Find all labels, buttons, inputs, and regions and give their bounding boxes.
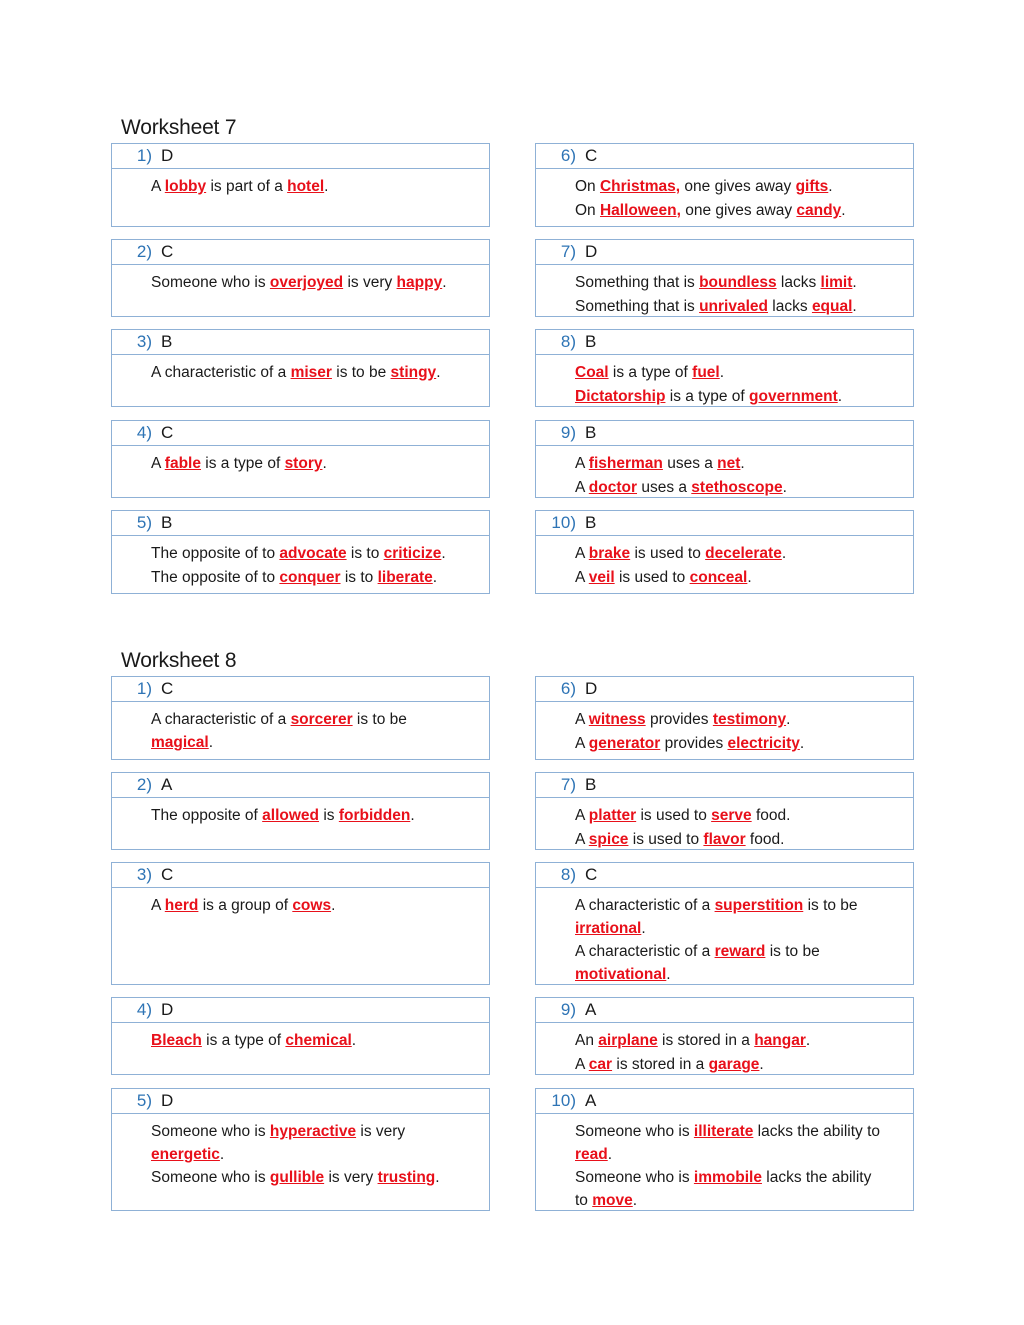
keyword: cows — [292, 897, 332, 914]
keyword: Dictatorship — [575, 388, 666, 405]
keyword: story — [284, 455, 323, 472]
explanation-text: A — [575, 807, 589, 824]
explanation-line — [575, 1120, 913, 1166]
keyword: Coal — [575, 364, 609, 381]
explanation-text: . — [759, 1056, 764, 1073]
explanation-text: . — [641, 920, 646, 937]
explanation-text: . — [781, 545, 787, 562]
explanation-text: is to — [340, 569, 378, 586]
explanation-text: . — [719, 364, 725, 381]
explanation-text: . — [607, 1146, 613, 1163]
answer-letter: C — [585, 865, 598, 884]
explanation-text: A — [575, 545, 589, 562]
answer-letter: A — [585, 1000, 597, 1019]
explanation-line — [575, 940, 913, 986]
question-box — [111, 772, 490, 850]
explanation-text: . — [441, 545, 446, 562]
explanation-line — [151, 894, 489, 918]
answer-letter: B — [161, 332, 173, 351]
explanation-text: . — [331, 897, 336, 914]
explanation — [536, 169, 913, 223]
question-number: 3) — [136, 332, 152, 351]
keyword: unrivaled — [699, 298, 768, 315]
explanation-text: A — [151, 897, 165, 914]
explanation-text: A characteristic of a — [575, 897, 715, 914]
explanation-line — [575, 732, 913, 756]
explanation-text: The opposite of — [151, 807, 263, 824]
worksheet-title: Worksheet 7 — [121, 116, 237, 139]
question-box — [535, 510, 914, 594]
question-header — [536, 1089, 913, 1114]
explanation — [536, 265, 913, 319]
keyword: Christmas, — [599, 178, 681, 195]
explanation-text: . — [837, 388, 843, 405]
explanation-line — [151, 452, 489, 476]
explanation-text: is used to — [636, 807, 712, 824]
explanation — [536, 888, 913, 986]
question-header — [112, 240, 489, 265]
explanation-line — [151, 175, 489, 199]
explanation-text: is very — [356, 1123, 406, 1140]
question-number: 1) — [136, 146, 152, 165]
explanation-line — [575, 199, 913, 223]
keyword: testimony — [712, 711, 787, 728]
keyword: advocate — [279, 545, 347, 562]
keyword: airplane — [598, 1032, 658, 1049]
question-number: 9) — [560, 423, 576, 442]
explanation-text: is to be — [765, 943, 820, 960]
keyword: conceal — [689, 569, 748, 586]
explanation-text: A — [575, 1056, 589, 1073]
explanation-line — [575, 476, 913, 500]
question-box — [111, 239, 490, 317]
explanation-text: is very — [324, 1169, 378, 1186]
keyword: irrational — [575, 920, 642, 937]
question-box — [111, 862, 490, 985]
explanation-text: provides — [660, 735, 728, 752]
explanation-text: . — [786, 711, 791, 728]
keyword: Halloween, — [599, 202, 681, 219]
explanation-text: A — [151, 455, 165, 472]
explanation-text: A characteristic of a — [575, 943, 715, 960]
question-header — [112, 330, 489, 355]
explanation-text: is stored in a — [612, 1056, 709, 1073]
keyword: lobby — [164, 178, 207, 195]
explanation-line — [575, 566, 913, 590]
keyword: brake — [588, 545, 631, 562]
explanation-text: Someone who is — [575, 1123, 694, 1140]
explanation-text: . — [747, 569, 752, 586]
explanation — [536, 798, 913, 852]
explanation-text: A characteristic of a — [151, 364, 291, 381]
explanation-text: A — [151, 178, 165, 195]
explanation-text: . — [324, 178, 329, 195]
keyword: Bleach — [151, 1032, 202, 1049]
explanation-text: Someone who is — [151, 274, 270, 291]
explanation-text: A — [575, 455, 589, 472]
explanation-text: . — [410, 807, 415, 824]
explanation-text: . — [322, 455, 327, 472]
explanation — [112, 1023, 489, 1053]
explanation-text: A — [575, 479, 589, 496]
answer-letter: A — [585, 1091, 597, 1110]
keyword: move — [592, 1192, 633, 1209]
explanation-text: A — [575, 711, 589, 728]
explanation-text: food. — [751, 807, 791, 824]
question-header — [112, 998, 489, 1023]
keyword: flavor — [703, 831, 746, 848]
answer-letter: C — [161, 865, 174, 884]
question-header — [112, 773, 489, 798]
question-number: 8) — [560, 865, 576, 884]
question-header — [112, 677, 489, 702]
keyword: herd — [164, 897, 199, 914]
question-box — [111, 1088, 490, 1211]
explanation-line — [151, 1166, 489, 1189]
keyword: conquer — [279, 569, 341, 586]
keyword: boundless — [699, 274, 777, 291]
keyword: reward — [714, 943, 766, 960]
question-box — [535, 997, 914, 1075]
explanation-text: is a type of — [201, 1032, 286, 1049]
explanation-line — [575, 1166, 913, 1212]
keyword: criticize — [383, 545, 442, 562]
question-box — [111, 510, 490, 594]
explanation-text: . — [436, 364, 441, 381]
explanation-text: Something that is — [575, 298, 700, 315]
explanation-line — [151, 804, 489, 828]
explanation-text: uses a — [637, 479, 692, 496]
explanation-line — [151, 542, 489, 566]
explanation-text: provides — [645, 711, 713, 728]
answer-letter: C — [161, 242, 174, 261]
keyword: magical — [151, 734, 209, 751]
question-header — [536, 998, 913, 1023]
explanation-line — [575, 452, 913, 476]
question-number: 5) — [136, 513, 152, 532]
explanation-text: . — [841, 202, 846, 219]
keyword: trusting — [377, 1169, 436, 1186]
explanation-text: On — [575, 178, 600, 195]
answer-letter: B — [161, 513, 173, 532]
keyword: stethoscope — [691, 479, 783, 496]
question-number: 10) — [551, 513, 576, 532]
answer-letter: D — [161, 1000, 174, 1019]
keyword: gifts — [795, 178, 829, 195]
question-header — [112, 144, 489, 169]
explanation-text: . — [219, 1146, 225, 1163]
explanation — [112, 536, 489, 590]
explanation-text: food. — [745, 831, 785, 848]
question-header — [536, 863, 913, 888]
explanation-text: is used to — [630, 545, 706, 562]
keyword: spice — [588, 831, 629, 848]
explanation-text: is a type of — [665, 388, 750, 405]
question-number: 1) — [136, 679, 152, 698]
explanation-text: . — [435, 1169, 440, 1186]
keyword: car — [588, 1056, 613, 1073]
keyword: immobile — [693, 1169, 762, 1186]
keyword: chemical — [285, 1032, 352, 1049]
question-box — [535, 772, 914, 850]
question-box — [535, 1088, 914, 1211]
keyword: fisherman — [588, 455, 663, 472]
explanation-line — [151, 708, 489, 754]
explanation-text: . — [782, 479, 787, 496]
explanation-text: is a group of — [198, 897, 293, 914]
explanation-text: is part of a — [206, 178, 288, 195]
question-box — [535, 862, 914, 985]
explanation — [112, 169, 489, 199]
question-box — [111, 143, 490, 227]
question-number: 2) — [136, 242, 152, 261]
explanation-text: The opposite of to — [151, 545, 280, 562]
answer-letter: B — [585, 332, 597, 351]
keyword: overjoyed — [269, 274, 344, 291]
keyword: net — [717, 455, 741, 472]
question-number: 5) — [136, 1091, 152, 1110]
answer-letter: C — [585, 146, 598, 165]
explanation — [112, 888, 489, 918]
keyword: generator — [588, 735, 661, 752]
explanation — [112, 1114, 489, 1189]
explanation-text: A — [575, 569, 589, 586]
keyword: platter — [588, 807, 637, 824]
keyword: fuel — [692, 364, 720, 381]
explanation-text: An — [575, 1032, 599, 1049]
explanation-line — [575, 1029, 913, 1053]
explanation-line — [575, 804, 913, 828]
explanation-text: . — [799, 735, 805, 752]
question-header — [112, 1089, 489, 1114]
explanation — [536, 1114, 913, 1212]
explanation-text: uses a — [662, 455, 718, 472]
keyword: doctor — [588, 479, 638, 496]
question-header — [112, 863, 489, 888]
explanation-line — [575, 708, 913, 732]
answer-letter: D — [161, 146, 174, 165]
question-number: 7) — [560, 775, 576, 794]
keyword: candy — [796, 202, 842, 219]
explanation-line — [151, 566, 489, 590]
explanation — [536, 702, 913, 756]
explanation-text: is to be — [331, 364, 391, 381]
question-box — [535, 420, 914, 498]
answer-letter: D — [585, 242, 598, 261]
keyword: veil — [588, 569, 615, 586]
keyword: illiterate — [693, 1123, 754, 1140]
question-box — [111, 997, 490, 1075]
question-header — [536, 511, 913, 536]
keyword: garage — [708, 1056, 760, 1073]
keyword: witness — [588, 711, 646, 728]
question-number: 6) — [560, 146, 576, 165]
keyword: hangar — [754, 1032, 806, 1049]
explanation-text: is stored in a — [657, 1032, 755, 1049]
explanation — [112, 702, 489, 754]
explanation — [536, 446, 913, 500]
explanation-text: is to — [346, 545, 384, 562]
keyword: limit — [820, 274, 853, 291]
explanation — [112, 265, 489, 295]
question-number: 3) — [136, 865, 152, 884]
explanation-text: . — [351, 1032, 357, 1049]
explanation-text: one gives away — [680, 202, 797, 219]
explanation-line — [575, 295, 913, 319]
explanation-text: . — [432, 569, 438, 586]
question-header — [536, 677, 913, 702]
question-number: 2) — [136, 775, 152, 794]
keyword: happy — [396, 274, 443, 291]
explanation — [112, 798, 489, 828]
keyword: electricity — [727, 735, 800, 752]
explanation-text: is to be — [803, 897, 858, 914]
keyword: gullible — [269, 1169, 325, 1186]
answer-letter: B — [585, 513, 597, 532]
question-box — [111, 329, 490, 407]
keyword: energetic — [151, 1146, 220, 1163]
explanation — [112, 446, 489, 476]
explanation-line — [151, 361, 489, 385]
question-box — [535, 143, 914, 227]
explanation-line — [151, 1029, 489, 1053]
explanation-line — [151, 1120, 489, 1166]
question-header — [112, 511, 489, 536]
explanation-text: A — [575, 735, 589, 752]
explanation-text: is to be — [352, 711, 407, 728]
explanation-line — [575, 828, 913, 852]
keyword: superstition — [714, 897, 804, 914]
explanation-text: lacks the ability to — [753, 1123, 881, 1140]
explanation-line — [575, 361, 913, 385]
explanation-line — [575, 271, 913, 295]
explanation-text: one gives away — [680, 178, 796, 195]
question-box — [111, 676, 490, 760]
keyword: read — [575, 1146, 608, 1163]
explanation-text: A — [575, 831, 589, 848]
explanation-text: . — [852, 298, 857, 315]
question-box — [535, 239, 914, 317]
question-box — [535, 329, 914, 407]
question-box — [111, 420, 490, 498]
explanation — [112, 355, 489, 385]
question-header — [536, 421, 913, 446]
keyword: hyperactive — [269, 1123, 357, 1140]
keyword: miser — [290, 364, 332, 381]
explanation-line — [151, 271, 489, 295]
keyword: fable — [164, 455, 201, 472]
explanation-text: Someone who is — [575, 1169, 694, 1186]
explanation-text: . — [208, 734, 214, 751]
explanation-text: . — [805, 1032, 811, 1049]
explanation — [536, 1023, 913, 1077]
explanation-text: . — [828, 178, 833, 195]
explanation-text: . — [632, 1192, 638, 1209]
keyword: forbidden — [338, 807, 411, 824]
answer-letter: C — [161, 423, 174, 442]
question-number: 6) — [560, 679, 576, 698]
explanation-line — [575, 175, 913, 199]
question-number: 4) — [136, 423, 152, 442]
keyword: equal — [811, 298, 853, 315]
explanation-line — [575, 894, 913, 940]
explanation-text: lacks — [776, 274, 821, 291]
question-header — [536, 240, 913, 265]
explanation-text: . — [852, 274, 857, 291]
answer-letter: A — [161, 775, 173, 794]
keyword: stingy — [390, 364, 437, 381]
question-number: 4) — [136, 1000, 152, 1019]
explanation-text: Something that is — [575, 274, 700, 291]
question-header — [536, 144, 913, 169]
explanation-text: lacks the ability to — [575, 1169, 872, 1209]
explanation-text: . — [740, 455, 745, 472]
explanation — [536, 355, 913, 409]
explanation-line — [575, 542, 913, 566]
worksheet-title: Worksheet 8 — [121, 649, 237, 672]
answer-letter: D — [161, 1091, 174, 1110]
explanation — [536, 536, 913, 590]
explanation-text: is used to — [614, 569, 690, 586]
explanation-text: The opposite of to — [151, 569, 280, 586]
answer-letter: B — [585, 423, 597, 442]
keyword: hotel — [287, 178, 325, 195]
keyword: government — [749, 388, 838, 405]
explanation-text: lacks — [768, 298, 812, 315]
explanation-line — [575, 1053, 913, 1077]
explanation-text: Someone who is — [151, 1123, 270, 1140]
explanation-text: is very — [343, 274, 397, 291]
keyword: allowed — [262, 807, 320, 824]
explanation-text: Someone who is — [151, 1169, 270, 1186]
keyword: sorcerer — [290, 711, 353, 728]
explanation-text: is a type of — [200, 455, 285, 472]
answer-letter: C — [161, 679, 174, 698]
explanation-text: is used to — [628, 831, 704, 848]
question-box — [535, 676, 914, 760]
question-number: 10) — [551, 1091, 576, 1110]
keyword: liberate — [377, 569, 433, 586]
keyword: decelerate — [705, 545, 782, 562]
explanation-text: is a type of — [608, 364, 693, 381]
explanation-line — [575, 385, 913, 409]
question-header — [112, 421, 489, 446]
explanation-text: . — [666, 966, 671, 983]
explanation-text: is — [319, 807, 339, 824]
question-header — [536, 773, 913, 798]
explanation-text: A characteristic of a — [151, 711, 291, 728]
answer-letter: B — [585, 775, 597, 794]
question-header — [536, 330, 913, 355]
keyword: motivational — [575, 966, 667, 983]
question-number: 8) — [560, 332, 576, 351]
explanation-text: . — [442, 274, 447, 291]
question-number: 9) — [560, 1000, 576, 1019]
explanation-text: On — [575, 202, 600, 219]
answer-letter: D — [585, 679, 598, 698]
question-number: 7) — [560, 242, 576, 261]
keyword: serve — [711, 807, 752, 824]
